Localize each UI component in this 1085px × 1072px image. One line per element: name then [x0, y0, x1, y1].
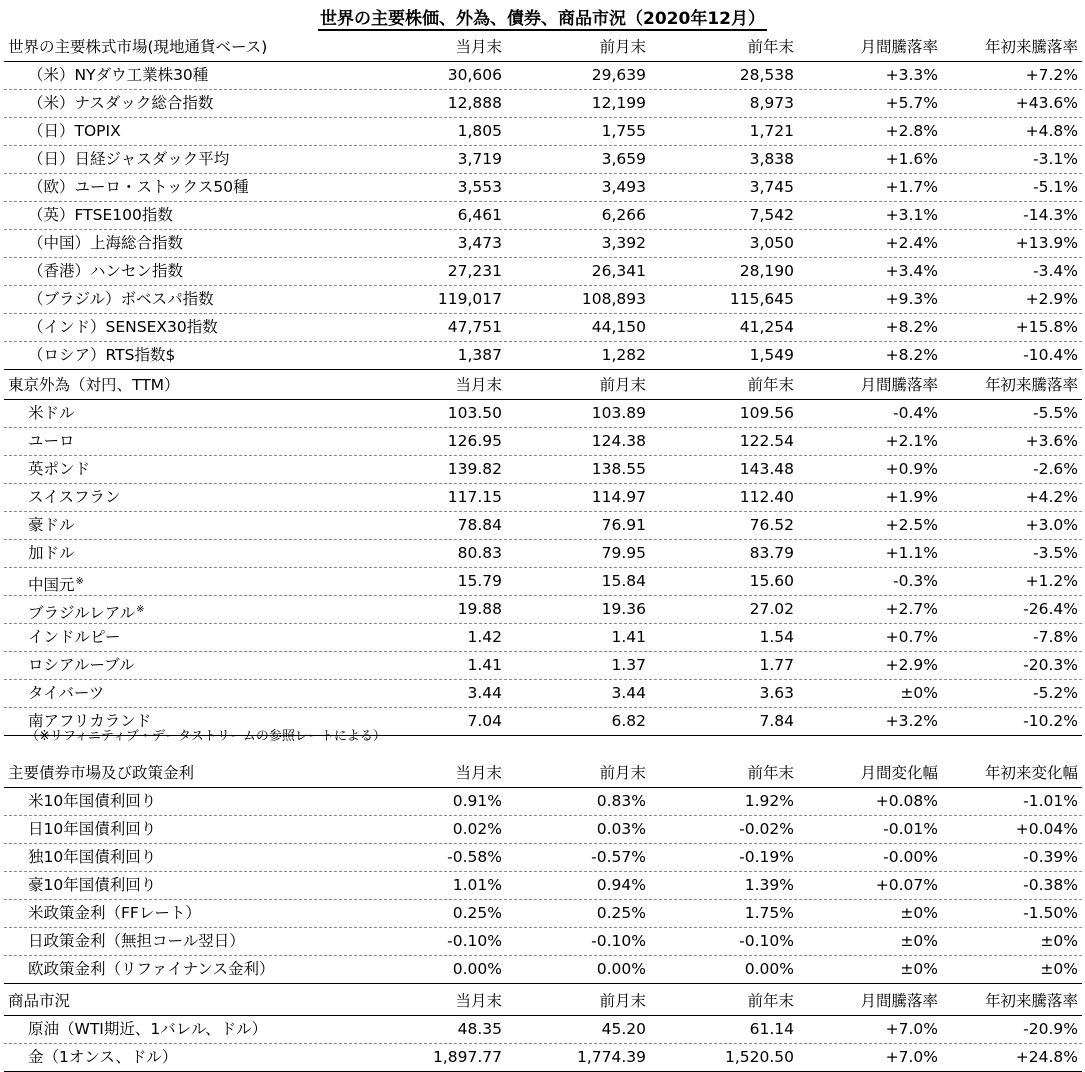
value-previous-month: 124.38 — [591, 432, 646, 450]
value-ytd-change: -3.1% — [1033, 150, 1078, 168]
value-monthly-change: +2.5% — [885, 516, 938, 534]
value-current-month: 0.02% — [452, 820, 502, 838]
section-title: 主要債券市場及び政策金利 — [8, 764, 195, 782]
value-previous-year: -0.02% — [739, 820, 794, 838]
value-monthly-change: +2.1% — [885, 432, 938, 450]
value-current-month: 1.01% — [452, 876, 502, 894]
header-previous-month: 前月末 — [599, 992, 646, 1010]
row-label-text: ブラジルレアル — [28, 604, 136, 622]
value-previous-year: 76.52 — [749, 516, 794, 534]
row-label-text: ロシアルーブル — [28, 656, 135, 674]
header-monthly-change: 月間騰落率 — [860, 992, 938, 1010]
value-ytd-change: -20.9% — [1023, 1020, 1078, 1038]
table-row — [4, 956, 1082, 984]
table-row — [4, 118, 1082, 146]
header-monthly-change: 月間騰落率 — [860, 376, 938, 394]
row-label-text: 日10年国債利回り — [28, 820, 157, 838]
value-ytd-change: +4.8% — [1025, 122, 1078, 140]
value-previous-month: -0.57% — [591, 848, 646, 866]
forex-section — [4, 372, 1082, 736]
value-ytd-change: +1.2% — [1025, 572, 1078, 590]
table-row — [4, 680, 1082, 708]
commodities-section — [4, 988, 1082, 1072]
value-ytd-change: -0.38% — [1023, 876, 1078, 894]
header-ytd-change: 年初来変化幅 — [984, 764, 1078, 782]
value-monthly-change: +5.7% — [885, 94, 938, 112]
value-previous-month: 0.00% — [596, 960, 646, 978]
value-current-month: 103.50 — [447, 404, 502, 422]
value-current-month: 139.82 — [447, 460, 502, 478]
value-monthly-change: -0.4% — [893, 404, 938, 422]
value-monthly-change: ±0% — [900, 932, 938, 950]
value-current-month: 19.88 — [457, 600, 502, 618]
row-label — [28, 258, 183, 285]
row-label-text: 米10年国債利回り — [28, 792, 157, 810]
value-monthly-change: +2.7% — [885, 600, 938, 618]
section-header-row — [4, 34, 1082, 62]
value-previous-year: 27.02 — [749, 600, 794, 618]
value-ytd-change: +13.9% — [1015, 234, 1078, 252]
value-previous-year: 3,745 — [749, 178, 794, 196]
footnote-mark: ※ — [75, 576, 84, 587]
table-row — [4, 1016, 1082, 1044]
value-ytd-change: -26.4% — [1023, 600, 1078, 618]
value-previous-year: 1,721 — [749, 122, 794, 140]
stock-markets-section — [4, 34, 1082, 370]
value-monthly-change: ±0% — [900, 684, 938, 702]
value-previous-month: 0.25% — [596, 904, 646, 922]
row-label — [28, 816, 156, 843]
header-monthly-change: 月間騰落率 — [860, 38, 938, 56]
value-monthly-change: -0.00% — [883, 848, 938, 866]
table-row — [4, 540, 1082, 568]
value-previous-month: 1.41 — [611, 628, 646, 646]
table-row — [4, 202, 1082, 230]
value-ytd-change: -10.2% — [1023, 712, 1078, 730]
value-ytd-change: +2.9% — [1025, 290, 1078, 308]
row-label-text: （米）NYダウ工業株30種 — [28, 66, 209, 84]
value-monthly-change: -0.01% — [883, 820, 938, 838]
table-row — [4, 624, 1082, 652]
header-current-month: 当月末 — [455, 38, 502, 56]
value-current-month: 119,017 — [437, 290, 502, 308]
value-monthly-change: +1.6% — [885, 150, 938, 168]
value-monthly-change: +3.1% — [885, 206, 938, 224]
row-label — [28, 62, 208, 89]
value-previous-year: 8,973 — [749, 94, 794, 112]
value-current-month: 0.25% — [452, 904, 502, 922]
value-previous-month: 108,893 — [581, 290, 646, 308]
section-header-row — [4, 372, 1082, 400]
header-previous-year: 前年末 — [747, 992, 794, 1010]
value-current-month: -0.58% — [447, 848, 502, 866]
value-monthly-change: +3.2% — [885, 712, 938, 730]
value-previous-month: 45.20 — [601, 1020, 646, 1038]
value-previous-month: 26,341 — [591, 262, 646, 280]
table-row — [4, 1044, 1082, 1072]
header-current-month: 当月末 — [455, 992, 502, 1010]
value-ytd-change: +3.0% — [1025, 516, 1078, 534]
value-previous-year: 1,549 — [749, 346, 794, 364]
value-current-month: 3.44 — [467, 684, 502, 702]
row-label — [28, 596, 145, 627]
value-previous-year: 143.48 — [739, 460, 794, 478]
value-monthly-change: +0.7% — [885, 628, 938, 646]
table-row — [4, 844, 1082, 872]
value-previous-month: 0.03% — [596, 820, 646, 838]
value-previous-year: 122.54 — [739, 432, 794, 450]
value-current-month: 126.95 — [447, 432, 502, 450]
value-previous-year: 15.60 — [749, 572, 794, 590]
row-label-text: （欧）ユーロ・ストックス50種 — [28, 178, 249, 196]
header-ytd-change: 年初来騰落率 — [984, 376, 1078, 394]
value-current-month: 1,387 — [457, 346, 502, 364]
row-label — [28, 872, 156, 899]
row-label — [28, 230, 183, 257]
value-previous-year: 1.54 — [759, 628, 794, 646]
header-ytd-change: 年初来騰落率 — [984, 38, 1078, 56]
row-label — [28, 146, 229, 173]
row-label-text: 中国元 — [28, 576, 75, 594]
header-current-month: 当月末 — [455, 376, 502, 394]
value-monthly-change: +8.2% — [885, 318, 938, 336]
value-previous-year: 7.84 — [759, 712, 794, 730]
row-label-text: （中国）上海総合指数 — [28, 234, 184, 252]
value-previous-year: 3,838 — [749, 150, 794, 168]
value-monthly-change: ±0% — [900, 904, 938, 922]
value-monthly-change: +2.8% — [885, 122, 938, 140]
row-label — [28, 286, 214, 313]
value-previous-month: 0.94% — [596, 876, 646, 894]
value-current-month: 7.04 — [467, 712, 502, 730]
value-previous-year: 3.63 — [759, 684, 794, 702]
value-previous-month: 29,639 — [591, 66, 646, 84]
value-previous-month: 44,150 — [591, 318, 646, 336]
value-previous-year: 1.92% — [744, 792, 794, 810]
value-current-month: 6,461 — [457, 206, 502, 224]
value-current-month: 3,553 — [457, 178, 502, 196]
value-ytd-change: -3.4% — [1033, 262, 1078, 280]
value-current-month: 27,231 — [447, 262, 502, 280]
value-monthly-change: +9.3% — [885, 290, 938, 308]
row-label-text: 豪ドル — [28, 516, 75, 534]
header-previous-month: 前月末 — [599, 376, 646, 394]
value-monthly-change: +0.07% — [875, 876, 938, 894]
header-previous-month: 前月末 — [599, 764, 646, 782]
table-row — [4, 872, 1082, 900]
value-previous-month: 114.97 — [591, 488, 646, 506]
value-ytd-change: +3.6% — [1025, 432, 1078, 450]
value-ytd-change: -0.39% — [1023, 848, 1078, 866]
value-ytd-change: +7.2% — [1025, 66, 1078, 84]
row-label — [28, 1016, 267, 1043]
value-previous-month: 6,266 — [601, 206, 646, 224]
value-current-month: 78.84 — [457, 516, 502, 534]
value-ytd-change: ±0% — [1040, 960, 1078, 978]
row-label — [28, 900, 201, 927]
value-previous-year: -0.19% — [739, 848, 794, 866]
value-monthly-change: +1.9% — [885, 488, 938, 506]
value-previous-month: 79.95 — [601, 544, 646, 562]
value-previous-month: 6.82 — [611, 712, 646, 730]
value-previous-year: 3,050 — [749, 234, 794, 252]
row-label — [28, 568, 84, 599]
table-row — [4, 62, 1082, 90]
row-label — [28, 428, 75, 455]
value-ytd-change: -1.50% — [1023, 904, 1078, 922]
value-monthly-change: -0.3% — [893, 572, 938, 590]
value-ytd-change: +4.2% — [1025, 488, 1078, 506]
value-ytd-change: -2.6% — [1033, 460, 1078, 478]
row-label-text: 金（1オンス、ドル） — [28, 1048, 178, 1066]
value-current-month: 30,606 — [447, 66, 502, 84]
value-previous-month: 19.36 — [601, 600, 646, 618]
row-label — [28, 680, 104, 707]
value-current-month: 1,805 — [457, 122, 502, 140]
value-previous-month: -0.10% — [591, 932, 646, 950]
value-monthly-change: +7.0% — [885, 1020, 938, 1038]
table-row — [4, 230, 1082, 258]
value-ytd-change: +0.04% — [1015, 820, 1078, 838]
row-label-text: 独10年国債利回り — [28, 848, 157, 866]
value-ytd-change: -7.8% — [1033, 628, 1078, 646]
value-previous-month: 1.37 — [611, 656, 646, 674]
table-row — [4, 816, 1082, 844]
value-previous-year: 112.40 — [739, 488, 794, 506]
value-previous-year: -0.10% — [739, 932, 794, 950]
value-monthly-change: +2.9% — [885, 656, 938, 674]
value-ytd-change: ±0% — [1040, 932, 1078, 950]
value-current-month: 48.35 — [457, 1020, 502, 1038]
row-label-text: タイバーツ — [28, 684, 105, 702]
table-row — [4, 90, 1082, 118]
value-previous-month: 3.44 — [611, 684, 646, 702]
table-row — [4, 314, 1082, 342]
footnote-mark: ※ — [136, 604, 145, 615]
header-previous-month: 前月末 — [599, 38, 646, 56]
row-label-text: 欧政策金利（リファイナンス金利） — [28, 960, 275, 978]
row-label — [28, 118, 121, 145]
header-previous-year: 前年末 — [747, 376, 794, 394]
row-label-text: （ロシア）RTS指数$ — [28, 346, 176, 364]
section-header-row — [4, 988, 1082, 1016]
value-previous-month: 3,392 — [601, 234, 646, 252]
value-previous-year: 1.39% — [744, 876, 794, 894]
value-current-month: 0.00% — [452, 960, 502, 978]
row-label — [28, 956, 274, 983]
table-row — [4, 596, 1082, 624]
value-current-month: 12,888 — [447, 94, 502, 112]
row-label — [28, 788, 156, 815]
value-previous-month: 138.55 — [591, 460, 646, 478]
value-current-month: 47,751 — [447, 318, 502, 336]
value-current-month: 117.15 — [447, 488, 502, 506]
row-label-text: 米ドル — [28, 404, 75, 422]
row-label-text: 豪10年国債利回り — [28, 876, 157, 894]
section-header-row — [4, 760, 1082, 788]
value-ytd-change: +15.8% — [1015, 318, 1078, 336]
table-row — [4, 456, 1082, 484]
section-title: 世界の主要株式市場(現地通貨ベース) — [8, 38, 268, 56]
value-current-month: 80.83 — [457, 544, 502, 562]
value-monthly-change: ±0% — [900, 960, 938, 978]
table-row — [4, 568, 1082, 596]
row-label-text: 加ドル — [28, 544, 75, 562]
row-label — [28, 174, 249, 201]
value-current-month: 0.91% — [452, 792, 502, 810]
row-label-text: （日）日経ジャスダック平均 — [28, 150, 230, 168]
value-monthly-change: +0.9% — [885, 460, 938, 478]
value-monthly-change: +2.4% — [885, 234, 938, 252]
row-label-text: 原油（WTI期近、1バレル、ドル） — [28, 1020, 268, 1038]
row-label-text: インドルピー — [28, 628, 121, 646]
value-previous-year: 61.14 — [749, 1020, 794, 1038]
value-current-month: 3,719 — [457, 150, 502, 168]
value-current-month: 15.79 — [457, 572, 502, 590]
row-label-text: （日）TOPIX — [28, 122, 121, 140]
section-title: 商品市況 — [8, 992, 71, 1010]
table-row — [4, 342, 1082, 370]
page-title — [0, 4, 1085, 29]
value-monthly-change: +0.08% — [875, 792, 938, 810]
bond-markets-section — [4, 760, 1082, 984]
table-row — [4, 146, 1082, 174]
value-previous-month: 1,282 — [601, 346, 646, 364]
page-title-text: 世界の主要株価、外為、債券、商品市況（2020年12月） — [320, 9, 765, 29]
value-monthly-change: +8.2% — [885, 346, 938, 364]
value-ytd-change: -1.01% — [1023, 792, 1078, 810]
row-label-text: （インド）SENSEX30指数 — [28, 318, 218, 336]
value-ytd-change: -5.5% — [1033, 404, 1078, 422]
value-current-month: 3,473 — [457, 234, 502, 252]
value-previous-year: 28,538 — [739, 66, 794, 84]
header-previous-year: 前年末 — [747, 764, 794, 782]
row-label-text: 南アフリカランド — [28, 712, 152, 730]
table-row — [4, 928, 1082, 956]
row-label — [28, 342, 175, 369]
value-previous-month: 12,199 — [591, 94, 646, 112]
value-monthly-change: +3.3% — [885, 66, 938, 84]
value-current-month: 1,897.77 — [432, 1048, 502, 1066]
forex-footnote: （※リフィニティブ・データストリームの参照レートによる） — [26, 729, 386, 744]
header-current-month: 当月末 — [455, 764, 502, 782]
value-ytd-change: -5.1% — [1033, 178, 1078, 196]
row-label-text: スイスフラン — [28, 488, 121, 506]
row-label — [28, 1044, 177, 1071]
value-previous-year: 109.56 — [739, 404, 794, 422]
table-row — [4, 428, 1082, 456]
value-monthly-change: +1.1% — [885, 544, 938, 562]
value-previous-month: 1,774.39 — [576, 1048, 646, 1066]
row-label-text: 米政策金利（FFレート） — [28, 904, 201, 922]
value-previous-month: 0.83% — [596, 792, 646, 810]
header-ytd-change: 年初来騰落率 — [984, 992, 1078, 1010]
value-previous-year: 115,645 — [729, 290, 794, 308]
header-previous-year: 前年末 — [747, 38, 794, 56]
value-previous-month: 3,659 — [601, 150, 646, 168]
header-monthly-change: 月間変化幅 — [860, 764, 938, 782]
value-ytd-change: -3.5% — [1033, 544, 1078, 562]
table-row — [4, 400, 1082, 428]
row-label — [28, 928, 245, 955]
value-previous-year: 0.00% — [744, 960, 794, 978]
value-previous-year: 7,542 — [749, 206, 794, 224]
row-label — [28, 844, 156, 871]
row-label-text: ユーロ — [28, 432, 75, 450]
value-previous-year: 28,190 — [739, 262, 794, 280]
row-label-text: （英）FTSE100指数 — [28, 206, 173, 224]
value-ytd-change: -14.3% — [1023, 206, 1078, 224]
row-label — [28, 456, 90, 483]
value-ytd-change: -5.2% — [1033, 684, 1078, 702]
table-row — [4, 286, 1082, 314]
value-monthly-change: +3.4% — [885, 262, 938, 280]
row-label — [28, 314, 218, 341]
value-monthly-change: +1.7% — [885, 178, 938, 196]
value-monthly-change: +7.0% — [885, 1048, 938, 1066]
table-row — [4, 484, 1082, 512]
row-label — [28, 540, 75, 567]
table-row — [4, 788, 1082, 816]
value-ytd-change: +24.8% — [1015, 1048, 1078, 1066]
value-current-month: 1.41 — [467, 656, 502, 674]
value-previous-year: 1,520.50 — [724, 1048, 794, 1066]
table-row — [4, 512, 1082, 540]
value-previous-year: 1.77 — [759, 656, 794, 674]
value-current-month: -0.10% — [447, 932, 502, 950]
value-ytd-change: -10.4% — [1023, 346, 1078, 364]
value-previous-year: 1.75% — [744, 904, 794, 922]
section-title: 東京外為（対円、TTM） — [8, 376, 180, 394]
table-row — [4, 174, 1082, 202]
table-row — [4, 900, 1082, 928]
row-label — [28, 202, 173, 229]
row-label-text: （香港）ハンセン指数 — [28, 262, 184, 280]
row-label — [28, 484, 121, 511]
value-previous-month: 3,493 — [601, 178, 646, 196]
table-row — [4, 258, 1082, 286]
value-current-month: 1.42 — [467, 628, 502, 646]
value-previous-month: 76.91 — [601, 516, 646, 534]
value-previous-year: 83.79 — [749, 544, 794, 562]
row-label-text: （米）ナスダック総合指数 — [28, 94, 214, 112]
value-previous-year: 41,254 — [739, 318, 794, 336]
table-row — [4, 652, 1082, 680]
value-ytd-change: +43.6% — [1015, 94, 1078, 112]
value-ytd-change: -20.3% — [1023, 656, 1078, 674]
row-label — [28, 624, 120, 651]
row-label-text: （ブラジル）ボベスパ指数 — [28, 290, 214, 308]
row-label — [28, 400, 75, 427]
value-previous-month: 1,755 — [601, 122, 646, 140]
row-label-text: 英ポンド — [28, 460, 91, 478]
value-previous-month: 15.84 — [601, 572, 646, 590]
row-label-text: 日政策金利（無担コール翌日） — [28, 932, 245, 950]
row-label — [28, 90, 213, 117]
row-label — [28, 512, 75, 539]
value-previous-month: 103.89 — [591, 404, 646, 422]
row-label — [28, 652, 135, 679]
